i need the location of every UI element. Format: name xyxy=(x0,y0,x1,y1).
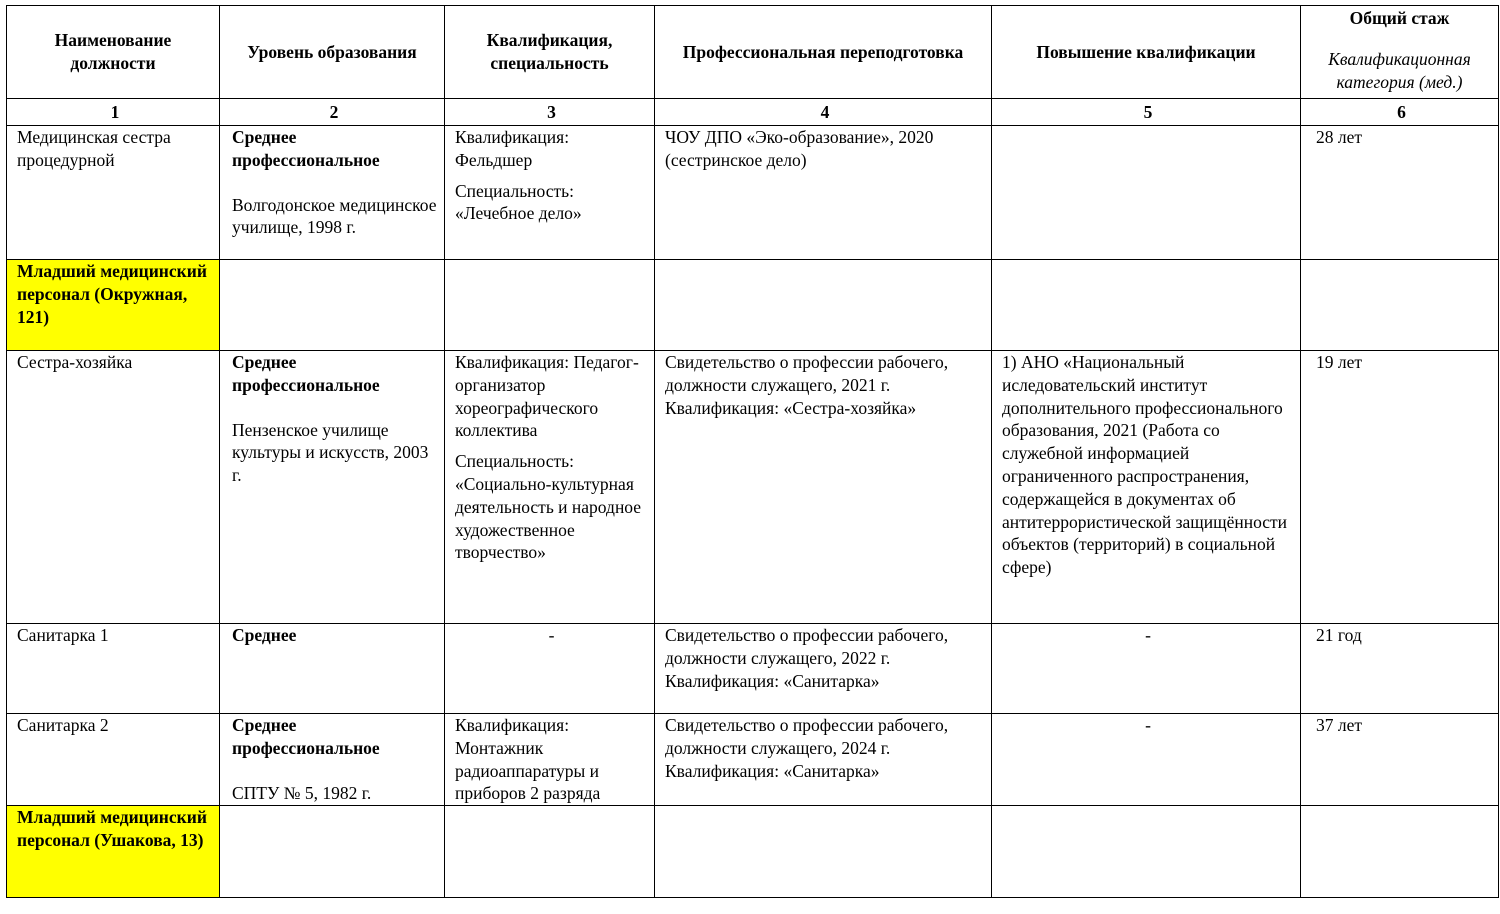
advanced-training-cell: 1) АНО «Национальный иследовательский институт дополнительного профессионального образования, 2021 (Работа со служебной информацией ограниченного распространения, содержащейся в документах об антитеррористической защищённости объектов (территорий) в социальной сфере) xyxy=(992,351,1301,624)
empty-cell xyxy=(1301,806,1499,898)
retraining-text: Свидетельство о профессии рабочего, должности служащего, 2022 г. xyxy=(665,625,949,668)
experience-cell: 19 лет xyxy=(1301,351,1499,624)
empty-cell xyxy=(220,806,445,898)
experience-cell: 37 лет xyxy=(1301,714,1499,806)
section-title: Младший медицинский персонал (Ушакова, 13) xyxy=(7,806,220,898)
column-number: 4 xyxy=(655,99,992,126)
education-cell xyxy=(220,126,445,260)
column-number-row xyxy=(7,99,1499,126)
empty-cell xyxy=(445,260,655,351)
qualification-cell xyxy=(445,126,655,260)
advanced-training-cell: - xyxy=(992,714,1301,806)
retraining-cell xyxy=(655,624,992,714)
table-row xyxy=(7,624,1499,714)
retraining-text: Свидетельство о профессии рабочего, должности служащего, 2021 г. xyxy=(665,352,949,395)
staff-table xyxy=(6,5,1499,898)
table-row xyxy=(7,351,1499,624)
table-row xyxy=(7,126,1499,260)
qualification-cell: - xyxy=(445,624,655,714)
column-number: 3 xyxy=(445,99,655,126)
qualification-cell xyxy=(445,714,655,806)
specialty-text: Специальность: «Социально-культурная деятельность и народное художественное творчество» xyxy=(455,451,642,563)
column-number: 5 xyxy=(992,99,1301,126)
retraining-cell: ЧОУ ДПО «Эко-образование», 2020 (сестринское дело) xyxy=(655,126,992,260)
education-cell xyxy=(220,351,445,624)
empty-cell xyxy=(1301,260,1499,351)
retraining-cell xyxy=(655,351,992,624)
retraining-text: Свидетельство о профессии рабочего, должности служащего, 2024 г. xyxy=(665,715,949,758)
qualification-text: Квалификация: Монтажник радиоаппаратуры и приборов 2 разряда xyxy=(455,715,601,804)
empty-cell xyxy=(220,260,445,351)
education-institution: Пензенское училище культуры и искусств, 2003 г. xyxy=(232,419,429,486)
empty-cell xyxy=(655,260,992,351)
header-retraining: Профессиональная переподготовка xyxy=(655,6,992,99)
qualification-cell xyxy=(445,351,655,624)
column-number: 1 xyxy=(7,99,220,126)
education-institution: СПТУ № 5, 1982 г. xyxy=(232,782,372,803)
experience-cell: 21 год xyxy=(1301,624,1499,714)
experience-cell: 28 лет xyxy=(1301,126,1499,260)
retraining-qualification: Квалификация: «Санитарка» xyxy=(665,670,880,691)
table-row xyxy=(7,714,1499,806)
section-row xyxy=(7,806,1499,898)
header-position: Наименование должности xyxy=(7,6,220,99)
empty-cell xyxy=(655,806,992,898)
education-cell xyxy=(220,714,445,806)
header-advanced-training: Повышение квалификации xyxy=(992,6,1301,99)
empty-cell xyxy=(992,260,1301,351)
header-experience-title: Общий стаж xyxy=(1349,8,1450,28)
header-education-level: Уровень образования xyxy=(220,6,445,99)
retraining-qualification: Квалификация: «Санитарка» xyxy=(665,760,880,781)
education-level: Среднее xyxy=(232,625,297,645)
education-level: Среднее профессиональное xyxy=(232,715,380,758)
section-row xyxy=(7,260,1499,351)
qualification-text: Квалификация: Педагог-организатор хореографического коллектива xyxy=(455,352,639,441)
education-institution: Волгодонское медицинское училище, 1998 г. xyxy=(232,194,437,238)
header-row xyxy=(7,6,1499,99)
column-number: 2 xyxy=(220,99,445,126)
position-cell: Сестра-хозяйка xyxy=(7,351,220,624)
position-cell: Санитарка 1 xyxy=(7,624,220,714)
empty-cell xyxy=(992,806,1301,898)
advanced-training-cell: - xyxy=(992,624,1301,714)
column-number: 6 xyxy=(1301,99,1499,126)
section-title: Младший медицинский персонал (Окружная, 121) xyxy=(7,260,220,351)
advanced-training-cell xyxy=(992,126,1301,260)
header-experience xyxy=(1301,6,1499,99)
education-cell xyxy=(220,624,445,714)
education-level: Среднее профессиональное xyxy=(232,127,380,170)
header-qualification: Квалификация, специальность xyxy=(445,6,655,99)
header-category: Квалификационная категория (мед.) xyxy=(1328,48,1471,92)
retraining-cell xyxy=(655,714,992,806)
specialty-text: Специальность: «Лечебное дело» xyxy=(455,180,582,224)
education-level: Среднее профессиональное xyxy=(232,352,380,395)
empty-cell xyxy=(445,806,655,898)
qualification-text: Квалификация: Фельдшер xyxy=(455,127,570,170)
position-cell: Санитарка 2 xyxy=(7,714,220,806)
retraining-qualification: Квалификация: «Сестра-хозяйка» xyxy=(665,397,917,418)
position-cell: Медицинская сестра процедурной xyxy=(7,126,220,260)
